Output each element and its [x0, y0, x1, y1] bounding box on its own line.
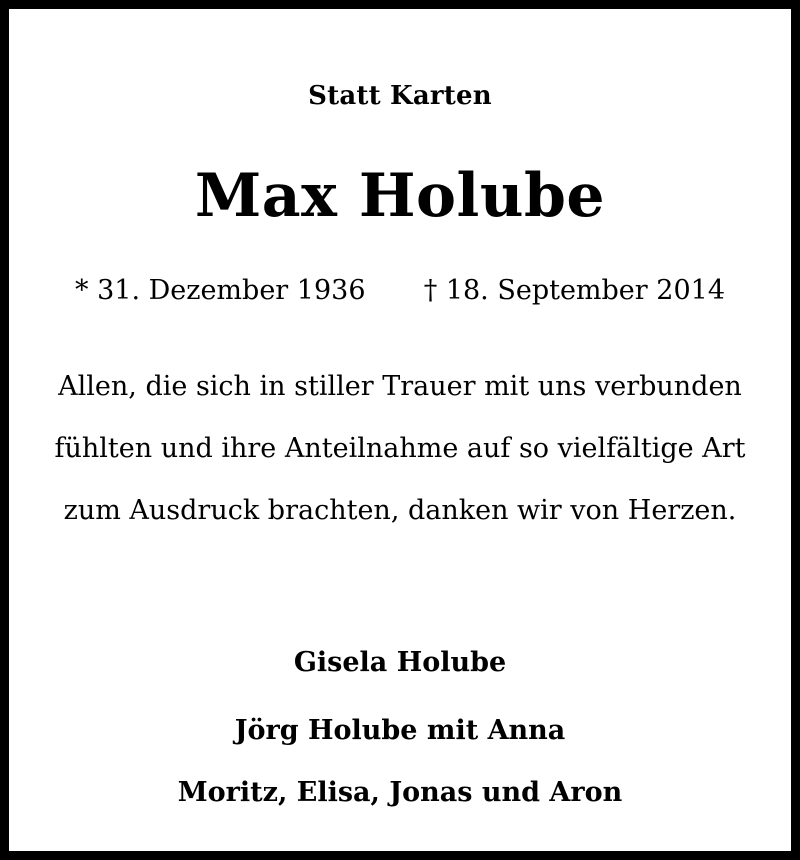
thanks-line: Allen, die sich in stiller Trauer mit uns verbunden	[58, 371, 742, 402]
thanks-line: fühlten und ihre Anteilnahme auf so vielfältige Art	[54, 433, 746, 464]
notice-header: Statt Karten	[308, 81, 492, 111]
deceased-name: Max Holube	[194, 161, 606, 231]
thanks-line: zum Ausdruck brachten, danken wir von Herzen.	[63, 495, 737, 526]
birth-date: * 31. Dezember 1936	[75, 275, 366, 306]
family-member-line: Jörg Holube mit Anna	[234, 715, 566, 746]
death-date: † 18. September 2014	[423, 275, 725, 306]
family-member-line: Gisela Holube	[293, 647, 507, 678]
family-member-line: Moritz, Elisa, Jonas und Aron	[177, 777, 623, 808]
